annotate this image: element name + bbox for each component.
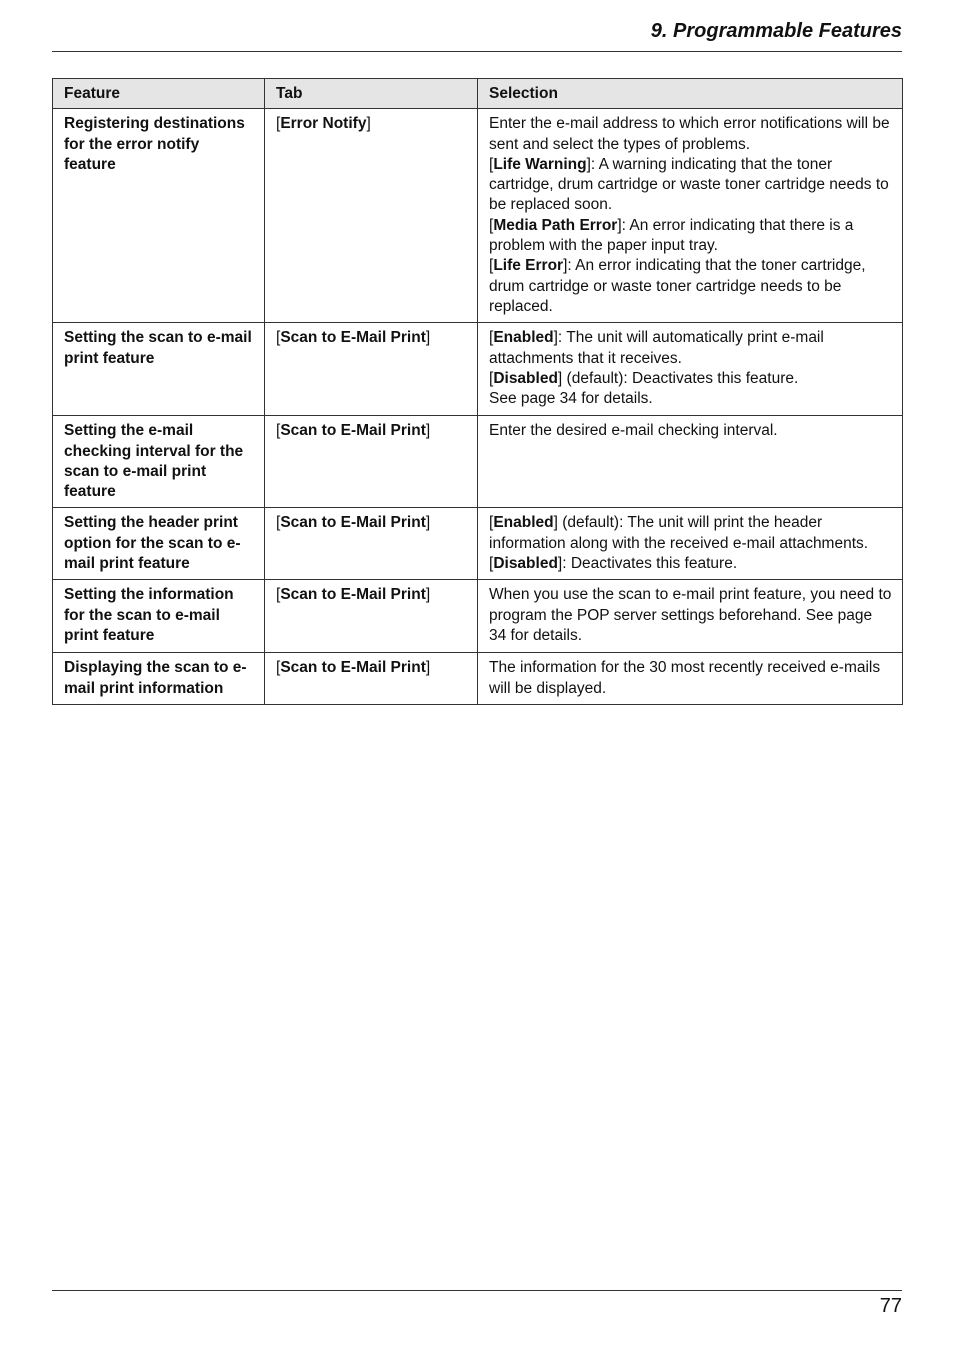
selection-line: Enter the e-mail address to which error notifications will be sent and select the types of problems.	[489, 115, 890, 153]
selection-cell	[478, 109, 903, 323]
selection-line: When you use the scan to e-mail print feature, you need to program the POP server settings beforehand. See page 34 for details.	[489, 586, 892, 645]
selection-line: [Life Error]: An error indicating that the toner cartridge, drum cartridge or waste toner cartridge needs to be replaced.	[489, 257, 866, 315]
feature-cell: Registering destinations for the error notify feature	[53, 109, 265, 323]
tab-cell: [Scan to E-Mail Print]	[265, 580, 478, 653]
table-row	[53, 580, 903, 653]
column-header-selection: Selection	[478, 79, 903, 109]
table-row	[53, 109, 903, 323]
selection-line: [Enabled] (default): The unit will print the header information along with the received e-mail attachments.	[489, 514, 869, 552]
tab-label: Scan to E-Mail Print	[280, 422, 426, 440]
option-term: Disabled	[493, 555, 558, 573]
option-term: Life Error	[493, 257, 564, 275]
selection-cell	[478, 508, 903, 580]
tab-label: Scan to E-Mail Print	[280, 514, 426, 532]
feature-cell: Setting the e-mail checking interval for the scan to e-mail print feature	[53, 416, 265, 508]
features-table	[52, 78, 903, 705]
option-term: Media Path Error	[493, 216, 618, 234]
section-title: 9. Programmable Features	[650, 20, 902, 42]
tab-label: Error Notify	[280, 115, 367, 133]
selection-line: [Media Path Error]: An error indicating that there is a problem with the paper input tray.	[489, 216, 854, 255]
page-number: 77	[879, 1295, 902, 1317]
feature-cell: Setting the information for the scan to e-mail print feature	[53, 580, 265, 653]
table-row	[53, 653, 903, 705]
table-row	[53, 416, 903, 508]
option-term: Life Warning	[493, 155, 587, 173]
selection-cell	[478, 653, 903, 705]
tab-cell: [Scan to E-Mail Print]	[265, 653, 478, 705]
selection-cell	[478, 416, 903, 508]
tab-label: Scan to E-Mail Print	[280, 586, 426, 604]
selection-line: Enter the desired e-mail checking interval.	[489, 422, 778, 440]
option-term: Disabled	[493, 369, 558, 387]
table-row	[53, 508, 903, 580]
selection-line: [Enabled]: The unit will automatically print e-mail attachments that it receives.	[489, 329, 824, 367]
tab-cell: [Scan to E-Mail Print]	[265, 416, 478, 508]
table-header-row	[53, 79, 903, 109]
footer-divider	[52, 1290, 902, 1291]
selection-line: The information for the 30 most recently received e-mails will be displayed.	[489, 659, 881, 697]
table-row	[53, 323, 903, 416]
tab-label: Scan to E-Mail Print	[280, 659, 426, 677]
selection-cell	[478, 323, 903, 416]
tab-label: Scan to E-Mail Print	[280, 329, 426, 347]
selection-line: [Disabled] (default): Deactivates this feature.	[489, 369, 799, 387]
feature-cell: Setting the scan to e-mail print feature	[53, 323, 265, 416]
column-header-tab: Tab	[265, 79, 478, 109]
option-term: Enabled	[493, 329, 554, 347]
selection-cell	[478, 580, 903, 653]
feature-cell: Displaying the scan to e-mail print information	[53, 653, 265, 705]
option-term: Enabled	[493, 514, 554, 532]
tab-cell: [Error Notify]	[265, 109, 478, 323]
tab-cell: [Scan to E-Mail Print]	[265, 323, 478, 416]
header-divider	[52, 51, 902, 52]
selection-line: [Disabled]: Deactivates this feature.	[489, 555, 738, 573]
selection-line: [Life Warning]: A warning indicating that the toner cartridge, drum cartridge or waste toner cartridge needs to be replaced soon.	[489, 155, 889, 214]
tab-cell: [Scan to E-Mail Print]	[265, 508, 478, 580]
feature-cell: Setting the header print option for the scan to e-mail print feature	[53, 508, 265, 580]
selection-line: See page 34 for details.	[489, 390, 653, 408]
column-header-feature: Feature	[53, 79, 265, 109]
